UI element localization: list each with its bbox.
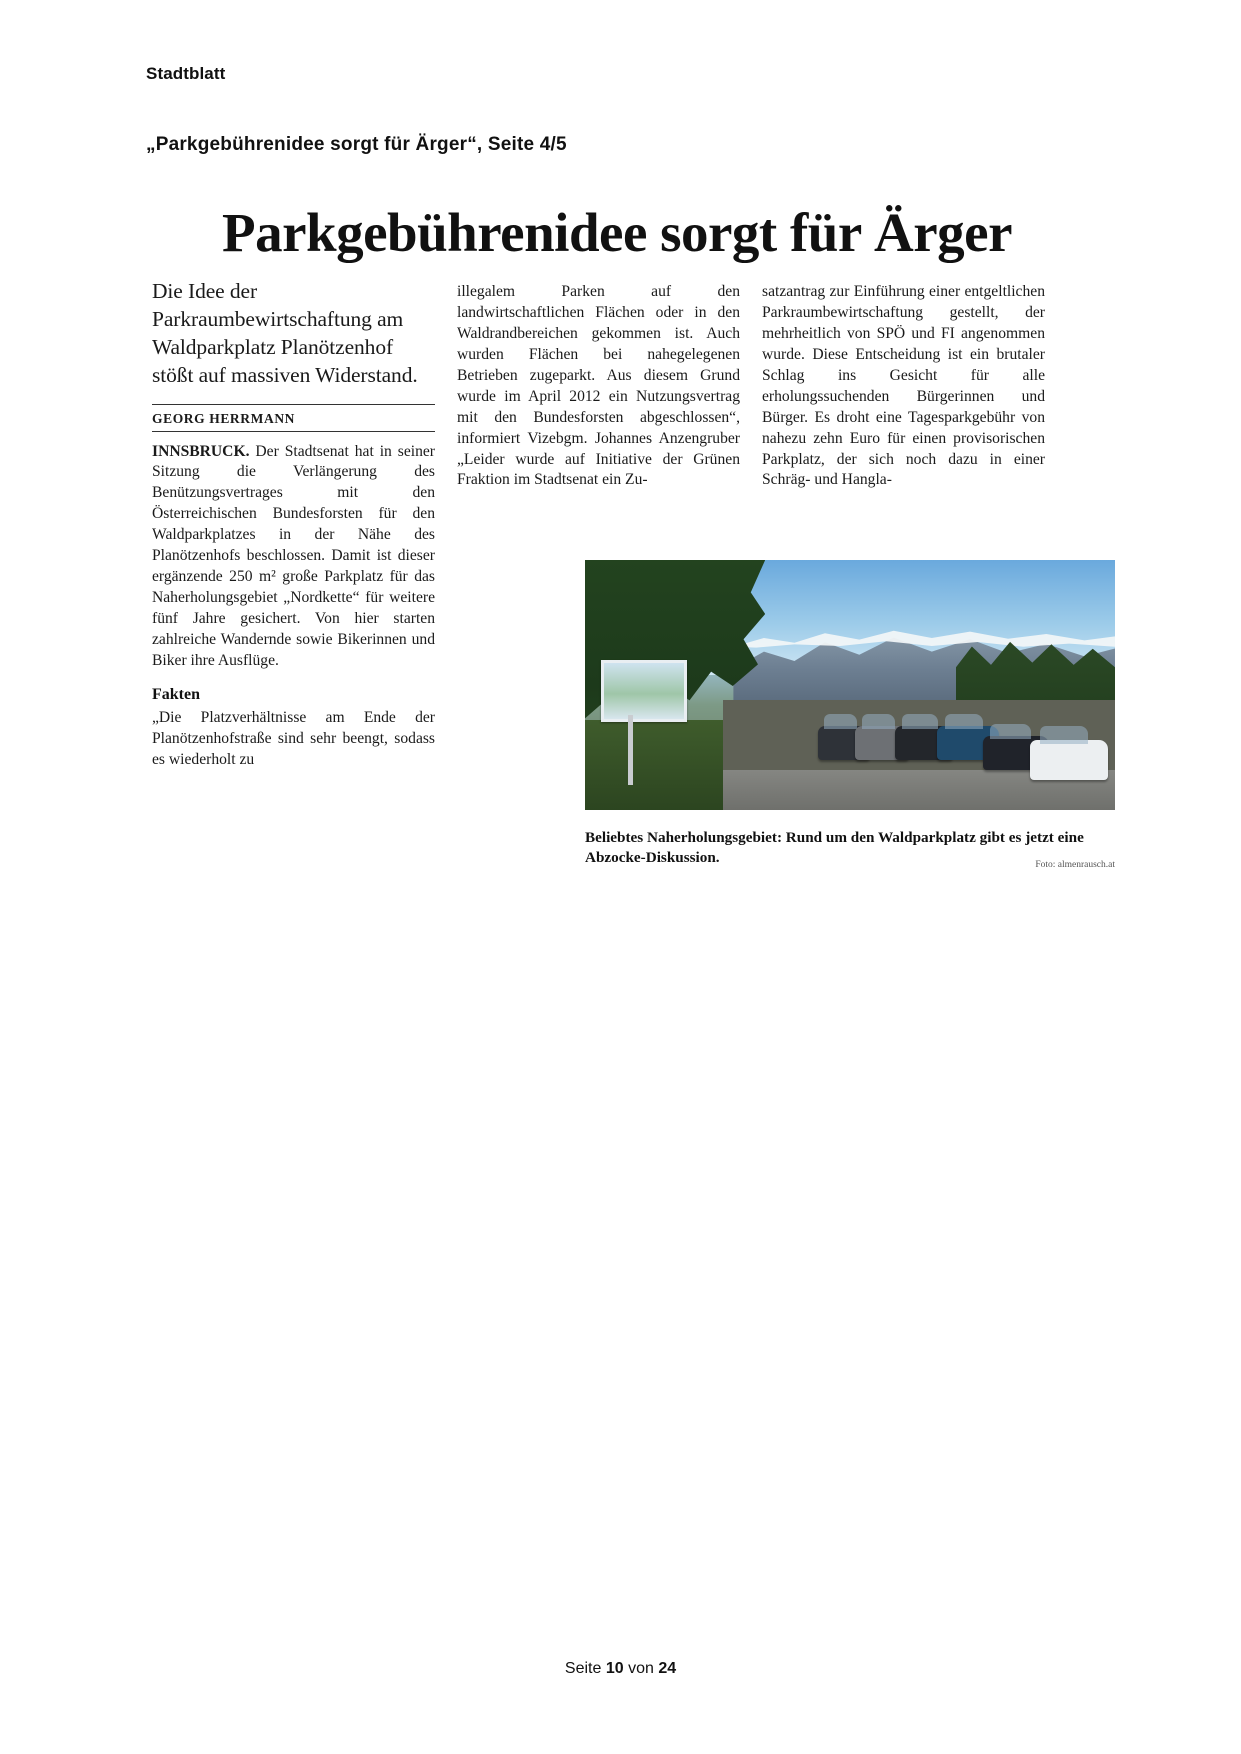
dateline: INNSBRUCK. xyxy=(152,442,250,460)
photo-information-sign xyxy=(601,660,687,722)
subhead-fakten: Fakten xyxy=(152,686,200,704)
photo-credit: Foto: almenrausch.at xyxy=(1035,860,1115,871)
photo-parking-lot xyxy=(585,560,1115,810)
article-byline: GEORG HERRMANN xyxy=(152,410,296,426)
newspaper-clipping xyxy=(152,198,1115,878)
article-column-3 xyxy=(762,278,1045,504)
article-paragraph-3: illegalem Parken auf den landwirtschaftlichen Flächen oder in den Waldrandbereichen gekommen ist. Auch wurden Flächen bei nahegelegenen Betrieben zugeparkt. Aus diesem Grund wurde im April 2012 ein Nutzungsvertrag mit den Bundesforsten abgeschlossen“, informiert Vizebgm. Johannes Anzengruber „Leider wurde auf Initiative der Grünen Fraktion im Stadtsenat ein Zu- xyxy=(457,282,740,489)
article-column-1 xyxy=(152,278,435,783)
page-title: „Parkgebührenidee sorgt für Ärger“, Seite 4/5 xyxy=(146,134,567,155)
footer-page-number: 10 xyxy=(605,1660,624,1677)
photo-sign-post xyxy=(628,715,633,785)
footer-prefix: Seite xyxy=(564,1660,602,1677)
article-column-2 xyxy=(457,278,740,504)
article-photo xyxy=(585,560,1115,810)
byline-rule-bottom xyxy=(152,431,435,432)
photo-caption: Beliebtes Naherholungsgebiet: Rund um den Waldparkplatz gibt es jetzt eine Abzocke-Diskussion. xyxy=(585,829,1084,867)
article-paragraph-2: „Die Platzverhältnisse am Ende der Planötzenhofstraße sind sehr beengt, sodass es wiederholt zu xyxy=(152,709,435,769)
article-lede: Die Idee der Parkraumbewirtschaftung am Waldparkplatz Planötzenhof stößt auf massiven Widerstand. xyxy=(152,278,418,387)
photo-car xyxy=(1030,740,1108,780)
source-label: Stadtblatt xyxy=(146,64,226,83)
article-headline: Parkgebührenidee sorgt für Ärger xyxy=(221,202,1013,263)
photo-caption-block xyxy=(585,818,1115,871)
byline-rule-top xyxy=(152,404,435,405)
article-paragraph-1-text: Der Stadtsenat hat in seiner Sitzung die Verlängerung des Benützungsvertrages mit den Österreichischen Bundesforsten für den Waldparkplatzes in der Nähe des Planötzenhofs beschlossen. Damit ist dieser ergänzende 250 m² große Parkplatz für das Naherholungsgebiet „Nordkette“ für weitere fünf Jahre gesichert. Von hier starten zahlreiche Wandernde sowie Bikerinnen und Biker ihre Ausflüge. xyxy=(152,442,435,670)
footer-total-pages: 24 xyxy=(658,1660,677,1677)
article-paragraph-1 xyxy=(152,442,435,673)
photo-grass xyxy=(585,720,723,810)
footer-middle: von xyxy=(628,1660,654,1677)
page-footer xyxy=(0,1660,1241,1678)
article-paragraph-4: satzantrag zur Einführung einer entgeltlichen Parkraumbewirtschaftung gestellt, der mehrheitlich von SPÖ und FI angenommen wurde. Diese Entscheidung ist ein brutaler Schlag ins Gesicht für alle erholungssuchenden Bürgerinnen und Bürger. Es droht eine Tagesparkgebühr von nahezu zehn Euro für einen provisorischen Parkplatz, der sich noch dazu in einer Schräg- und Hangla- xyxy=(762,282,1045,489)
